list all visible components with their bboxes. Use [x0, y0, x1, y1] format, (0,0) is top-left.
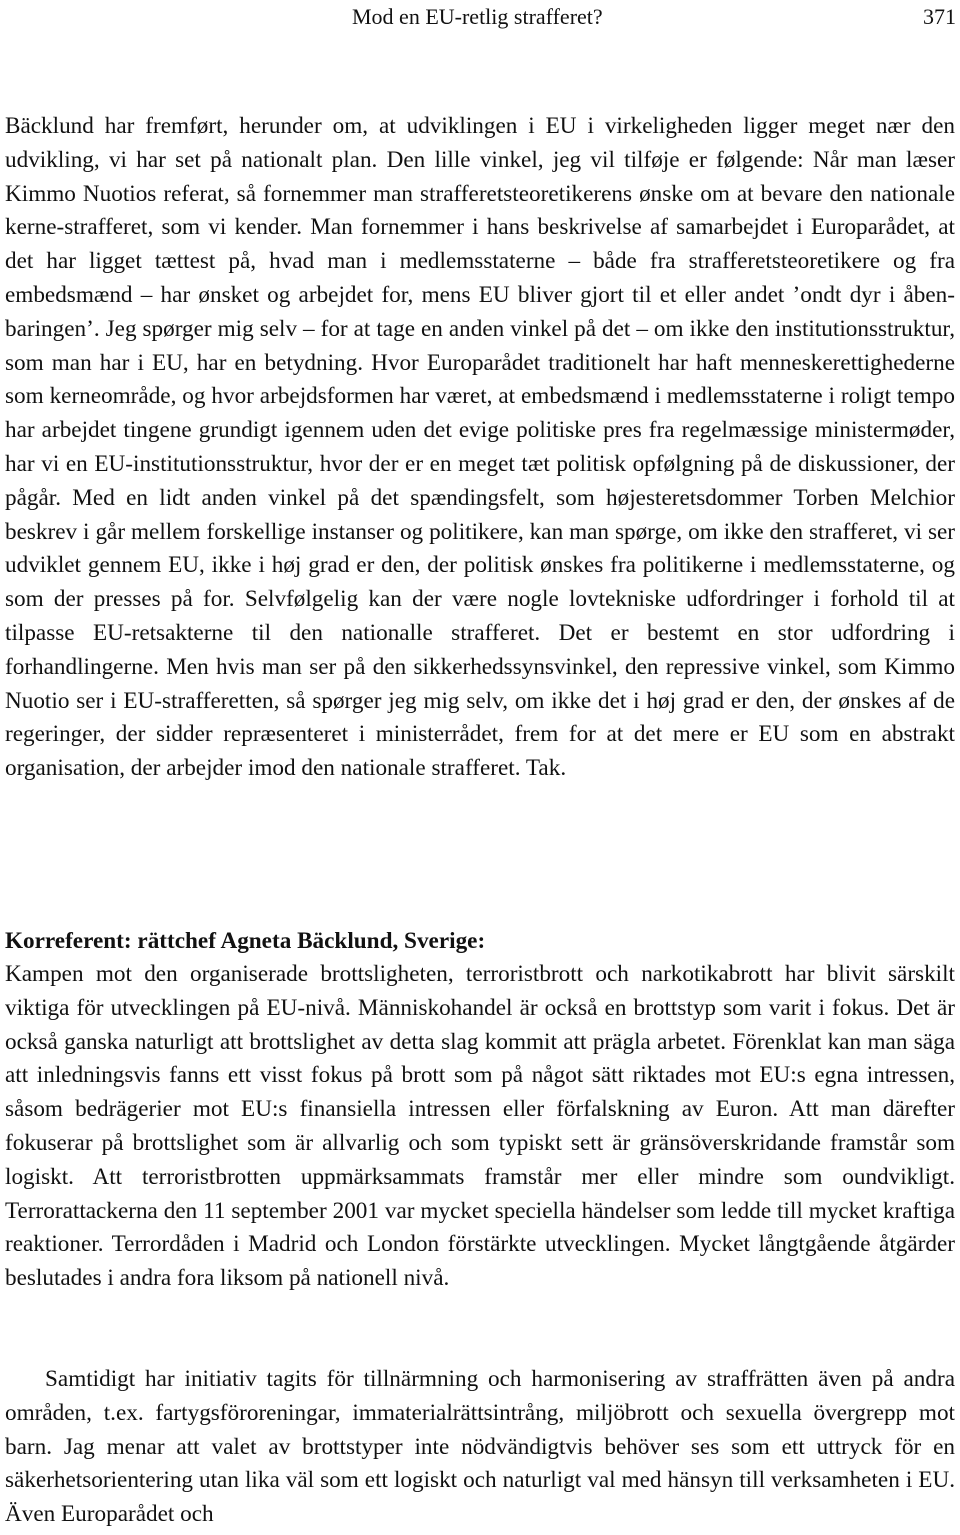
paragraph-swedish-2: Samtidigt har initiativ tagits för tillnärmning och harmonisering av straffrätten även på andra områden, t.ex. fartygsföroreningar, immaterialrättsintrång, miljöbrott och sexuella övergrepp mot barn. Jag menar att valet av brottstyper inte nödvändigtvis behöver ses som ett uttryck för en säkerhetsorientering utan lika väl som ett logiskt och naturligt val med hänsyn till verksamheten i EU. Även Europarådet och	[5, 1366, 955, 1528]
paragraph-swedish-1: Kampen mot den organiserade brottsligheten, terroristbrott och narkotikabrott har blivit särskilt viktiga för utvecklingen på EU-nivå. Människohandel är också en brottstyp som varit i fokus. Det är också ganska naturligt att brottslighet av detta slag kommit att prägla arbetet. Förenklat kan man säga att inledningsvis fanns ett visst fokus på brott som på något sätt riktades mot EU:s egna intressen, såsom bedrägerier mot EU:s finansiella intressen eller förfalskning av Euron. Att man därefter fokuserar på brottslighet som är allvarlig och som typiskt sett är gränsöverskridande framstår som logiskt. Att terroristbrotten uppmärksammats framstår mer eller mindre som oundvikligt. Terrorattackerna den 11 september 2001 var mycket speciella händelser som ledde till mycket kraftiga reaktioner. Terrordåden i Madrid och London förstärkte utvecklingen. Mycket långtgående åtgärder beslutades i andra fora liksom på nationell nivå.	[5, 961, 955, 1292]
paragraph-danish: Bäcklund har fremført, herunder om, at udviklingen i EU i virkeligheden ligger meget nær den udvikling, vi har set på nationalt plan. Den lille vinkel, jeg vil tilføje er følgende: Når man læser Kimmo Nuotios referat, så fornemmer man strafferetsteoretikerens ønske om at bevare den nationale kerne-strafferet, som vi kender. Man fornemmer i hans beskrivelse af samarbejdet i Europarådet, at det har ligget tættest på, hvad man i medlemsstaterne – både fra strafferetsteoretikere og fra embedsmænd – har ønsket og arbejdet for, mens EU bliver gjort til et eller andet ’ondt dyr i åbenbaringen’. Jeg spørger mig selv – for at tage en anden vinkel på det – om ikke den institutionsstruktur, som man har i EU, har en betydning. Hvor Europarådet traditionelt har haft menneskerettighederne som kerneområde, og hvor arbejdsformen har været, at embedsmænd i medlemsstaterne i roligt tempo har arbejdet tingene grundigt igennem uden det evige politiske pres fra regelmæssige ministermøder, har vi en EU-institutionsstruktur, hvor der er en meget tæt politisk opfølgning på de diskussioner, der pågår. Med en lidt anden vinkel på det spændingsfelt, som højesteretsdommer Torben Melchior beskrev i går mellem forskellige instanser og politikere, kan man spørge, om ikke den strafferet, vi ser udviklet gennem EU, ikke i høj grad er den, der politisk ønskes fra politikerne i medlemsstaterne, og som der presses på for. Selvfølgelig kan der være nogle lovtekniske udfordringer i forhold til at tilpasse EU-retsakterne til den nationalle strafferet. Det er bestemt en stor udfordring i forhandlingerne. Men hvis man ser på den sikkerhedssynsvinkel, den repressive vinkel, som Kimmo Nuotio ser i EU-strafferetten, så spørger jeg mig selv, om ikke det i høj grad er den, der ønskes af de regeringer, der sidder repræsenteret i ministerrådet, frem for at det mere er EU som en abstrakt organisation, der arbejder imod den nationale strafferet. Tak.	[5, 113, 955, 782]
page-number: 371	[923, 4, 956, 29]
running-header	[352, 2, 956, 32]
section-heading-korreferent: Korreferent: rättchef Agneta Bäcklund, Sverige:	[5, 928, 486, 954]
running-header-title: Mod en EU-retlig strafferet?	[352, 4, 603, 29]
